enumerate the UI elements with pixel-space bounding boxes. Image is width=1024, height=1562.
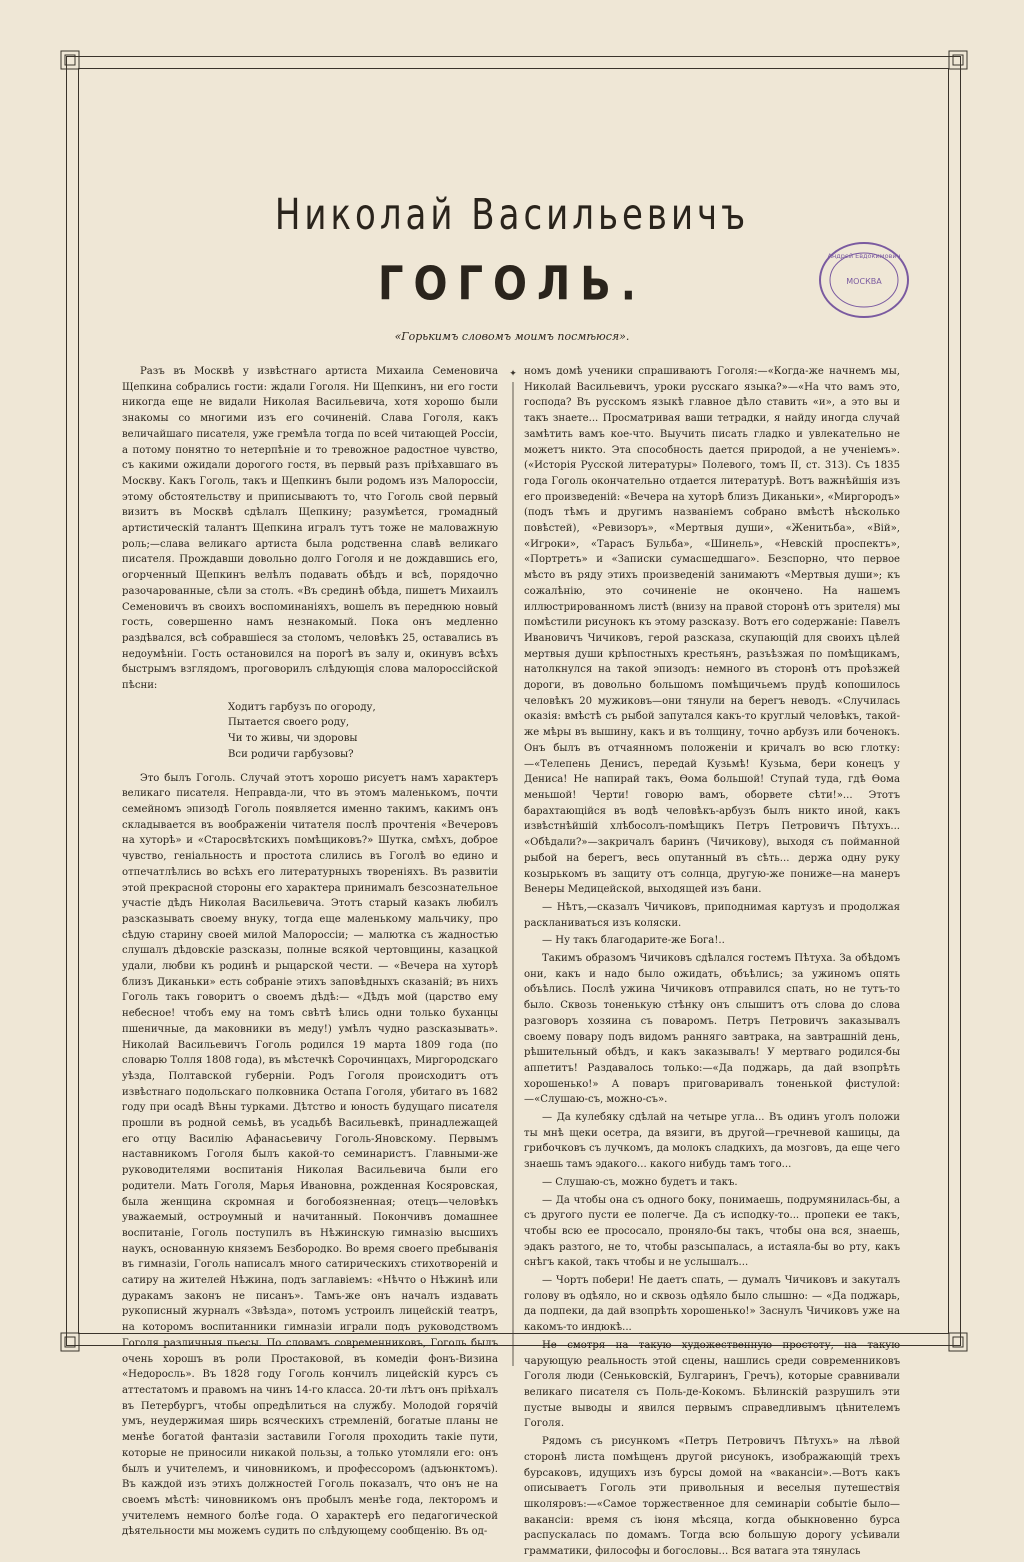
paragraph: — Нѣтъ,—сказалъ Чичиковъ, приподнимая картузъ и продолжая раскланиваться изъ коляски. bbox=[524, 901, 900, 929]
paragraph: — Да чтобы она съ одного боку, понимаешь, подрумянилась-бы, а съ другого пусти ее полегче. Да съ исподку-то... пропеки ее такъ, чтобы всю ее прососало, проняло-бы такъ, чтобы она вся, знаешь, эдакъ разтого, не то, чтобы разсыпалась, а истаяла-бы во рту, какъ снѣгъ какой, такъ чтобы и не услышалъ... bbox=[524, 1194, 900, 1269]
epigraph: «Горькимъ словомъ моимъ посмѣюся». bbox=[394, 330, 630, 343]
column-divider bbox=[510, 366, 516, 1366]
poem-line: Ходитъ гарбузъ по огороду, bbox=[228, 701, 376, 713]
paragraph: — Чортъ побери! Не даетъ спать, — думалъ Чичиковъ и закуталъ голову въ одѣяло, но и сквозь одѣяло было слышно: — «Да поджарь, да подпеки, да дай взопрѣть хорошенько!» Заснулъ Чичиковъ уже на какомъ-то индюкѣ... bbox=[524, 1275, 900, 1334]
svg-text:МОСКВА: МОСКВА bbox=[846, 277, 882, 286]
svg-text:✦: ✦ bbox=[509, 369, 517, 379]
paragraph: Такимъ образомъ Чичиковъ сдѣлался гостемъ Пѣтуха. За обѣдомъ они, какъ и надо было ожидать, объѣлись; за ужиномъ опять объѣлись. Послѣ ужина Чичиковъ отправился спать, но не тутъ-то было. Сквозь тоненькую стѣнку онъ слышитъ отъ слова до слова разговоръ хозяина съ поваромъ. Петръ Петровичъ заказывалъ своему повару подъ видомъ ранняго завтрака, на завтрашній день, рѣшительный обѣдъ, и какъ заказывалъ! У мертваго родился-бы аппетитъ! Раздавалось только:—«Да поджарь, да дай взопрѣть хорошенько!» А поваръ приговаривалъ тоненькой фистулой:—«Слушаю-съ, можно-съ». bbox=[524, 953, 900, 1106]
paragraph: — Слушаю-съ, можно будетъ и такъ. bbox=[542, 1176, 738, 1188]
corner-ornament bbox=[60, 1332, 80, 1352]
paragraph: Рядомъ съ рисункомъ «Петръ Петровичъ Пѣтухъ» на лѣвой сторонѣ листа помѣщенъ другой рисунокъ, изображающій трехъ бурсаковъ, идущихъ изъ бурсы домой на «вакансіи».—Вотъ какъ описываетъ Гоголь эти привольныя и веселыя путешествія школяровъ:—«Самое торжественное для семинаріи событіе было—вакансіи: время съ іюня мѣсяца, когда обыкновенно бурса распускалась по домамъ. Тогда всю большую дорогу усѣивали грамматики, философы и богословы... Вся ватага эта тянулась bbox=[524, 1436, 900, 1558]
paragraph: — Да кулебяку сдѣлай на четыре угла... Въ одинъ уголъ положи ты мнѣ щеки осетра, да вязиги, въ другой—гречневой кашицы, да грибочковъ съ лучкомъ, да молокъ сладкихъ, да мозговъ, да еще чего знаешь тамъ эдакого... какого нибудь тамъ того... bbox=[524, 1112, 900, 1171]
column-left bbox=[122, 364, 498, 1542]
corner-ornament bbox=[60, 50, 80, 70]
library-stamp bbox=[818, 240, 910, 320]
svg-text:Андрей Евдокимович: Андрей Евдокимович bbox=[827, 252, 901, 260]
title-name: Николай Васильевичъ bbox=[274, 190, 750, 240]
paragraph: Это былъ Гоголь. Случай этотъ хорошо рисуетъ намъ характеръ великаго писателя. Неправда-ли, что въ этомъ маленькомъ, почти семейномъ эпизодѣ Гоголь появляется именно такимъ, какимъ онъ складывается въ воображеніи читателя послѣ прочтенія «Вечеровъ на хуторѣ» и «Старосвѣтскихъ помѣщиковъ?» Шутка, смѣхъ, доброе чувство, геніальность и простота слились въ Гоголѣ во едино и отпечатлѣлись во всѣхъ его литературныхъ твореніяхъ. Въ развитіи этой прекрасной стороны его характера принималъ безсознательное участіе дѣдъ Николая Васильевича. Этотъ старый казакъ любилъ разсказывать своему внуку, тогда еще маленькому мальчику, про сѣдую старину своей милой Малороссіи; — малютка съ жадностью слушалъ дѣдовскіе разсказы, полные всякой чертовщины, казацкой удали, любви къ родинѣ и рыцарской чести. — «Вечера на хуторѣ близъ Диканьки» есть собраніе этихъ заповѣдныхъ сказаній; въ нихъ Гоголь такъ говоритъ о своемъ дѣдѣ:— «Дѣдъ мой (царство ему небесное! чтобъ ему на томъ свѣтѣ ѣлись одни только буханцы пшеничные, да маковники въ меду!) умѣлъ чудно разсказывать». Николай Васильевичъ Гоголь родился 19 марта 1809 года (по словарю Толля 1808 года), въ мѣстечкѣ Сорочинцахъ, Миргородскаго уѣзда, Полтавской губерніи. Родъ Гоголя происходитъ отъ извѣстнаго подольскаго полковника Остапа Гоголя, убитаго въ 1682 году при осадѣ Вѣны турками. Дѣтство и юность будущаго писателя прошли въ родной семьѣ, въ усадьбѣ Васильевкѣ, принадлежащей его отцу Василію Афанасьевичу Гоголь-Яновскому. Первымъ наставникомъ Гоголя былъ какой-то семинаристъ. Главными-же руководителями воспитанія Николая Васильевича были его родители. Мать Гоголя, Марья Ивановна, рожденная Косяровская, была женщина скромная и богобоязненная; отецъ—человѣкъ уважаемый, остроумный и начитанный. Покончивъ домашнее воспитаніе, Гоголь поступилъ въ Нѣжинскую гимназію высшихъ наукъ, основанную княземъ Безбородко. Во время своего пребыванія въ гимназіи, Гоголь написалъ много сатирическихъ стихотвореній и сатиру на жителей Нѣжина, подъ заглавіемъ: «Нѣчто о Нѣжинѣ или дуракамъ законъ не писанъ». Тамъ-же онъ началъ издавать рукописный журналъ «Звѣзда», потомъ устроилъ лицейскій театръ, на которомъ воспитанники гимназіи играли подъ руководствомъ Гоголя различныя пьесы. По словамъ современниковъ, Гоголь былъ очень хорошъ въ роли Простаковой, въ комедіи фонъ-Визина «Недоросль». Въ 1828 году Гоголь кончилъ лицейскій курсъ съ аттестатомъ и правомъ на чинъ 14-го класса. 20-ти лѣтъ онъ пріѣхалъ въ Петербургъ, чтобы опредѣлиться на службу. Молодой горячій умъ, неудержимая ширь всяческихъ стремленій, богатые планы не менѣе богатой фантазіи заставили Гоголя проходить такіе пути, которые не приносили никакой пользы, а только утомляли его: онъ былъ и учителемъ, и чиновникомъ, и профессоромъ (адъюнктомъ). Въ каждой изъ этихъ должностей Гоголь показалъ, что онъ не на своемъ мѣстѣ: чиновникомъ онъ пробылъ менѣе года, лекторомъ и учителемъ немного болѣе года. О характерѣ его педагогической дѣятельности мы можемъ судить по слѣдующему сообщенію. Въ од- bbox=[122, 772, 498, 1538]
paragraph: номъ домѣ ученики спрашиваютъ Гоголя:—«Когда-же начнемъ мы, Николай Васильевичъ, уроки русскаго языка?»—«На что вамъ это, господа? Въ русскомъ языкѣ главное дѣло ставить «и», а это вы и такъ знаете... Просматривая ваши тетрадки, я найду иногда случай замѣтить вамъ кое-что. Выучить писать гладко и увлекательно не можетъ никто. Эта способность дается природой, а не ученіемъ». («Исторія Русской литературы» Полевого, томъ II, ст. 313). Съ 1835 года Гоголь окончательно отдается литературѣ. Вотъ важнѣйшія изъ его произведеній: «Вечера на хуторѣ близъ Диканьки», «Миргородъ» (подъ тѣмъ и другимъ названіемъ собрано вмѣстѣ нѣсколько повѣстей), «Ревизоръ», «Мертвыя души», «Женитьба», «Вій», «Игроки», «Тарасъ Бульба», «Шинель», «Невскій проспектъ», «Портретъ» и «Записки сумасшедшаго». Безспорно, что первое мѣсто въ ряду этихъ произведеній занимаютъ «Мертвыя души»; къ сожалѣнію, это сочиненіе не окончено. На нашемъ иллюстрированномъ листѣ (внизу на правой сторонѣ отъ зрителя) мы помѣстили рисунокъ къ этому разсказу. Вотъ его содержаніе: Павелъ Ивановичъ Чичиковъ, герой разсказа, скупающій для своихъ цѣлей мертвыя души крѣпостныхъ крестьянъ, разъѣзжая по помѣщикамъ, натолкнулся на такой эпизодъ: немного въ сторонѣ отъ проѣзжей дороги, въ довольно большомъ помѣщичьемъ прудѣ копошилось человѣкъ 20 мужиковъ—они тянули на берегъ неводъ. «Случилась оказія: вмѣстѣ съ рыбой запутался какъ-то круглый человѣкъ, такой-же мѣры въ вышину, какъ и въ толщину, точно арбузъ или боченокъ. Онъ былъ въ отчаянномъ положеніи и кричалъ во всю глотку:—«Телепень Денисъ, передай Кузьмѣ! Кузьма, бери конецъ у Дениса! Не напирай такъ, Ѳома большой! Ступай туда, гдѣ Ѳома меньшой! Черти! говорю вамъ, оборвете сѣти!»... Этотъ барахтающійся въ водѣ человѣкъ-арбузъ былъ никто иной, какъ извѣстнѣйшій хлѣбосолъ-помѣщикъ Петръ Петровичъ Пѣтухъ... «Обѣдали?»—закричалъ баринъ (Чичикову), выходя съ пойманной рыбой на берегъ, весь опутанный въ сѣть... держа одну руку козырькомъ въ защиту отъ солнца, другую-же пониже—на манеръ Венеры Медицейской, выходящей изъ бани. bbox=[524, 366, 900, 896]
paragraph: — Ну такъ благодарите-же Бога!.. bbox=[542, 935, 725, 947]
title-surname: ГОГОЛЬ. bbox=[378, 258, 646, 311]
paragraph: Разъ въ Москвѣ у извѣстнаго артиста Михаила Семеновича Щепкина собрались гости: ждали Гоголя. Ни Щепкинъ, ни его гости никогда еще не видали Николая Васильевича, хотя хорошо были знакомы со многими изъ его сочиненій. Слава Гоголя, какъ величайшаго писателя, уже гремѣла тогда по всей читающей Россіи, а потому понятно то нетерпѣніе и то тревожное радостное чувство, съ какими ожидали дорогого гостя, въ первый разъ пріѣхавшаго въ Москву. Какъ Гоголь, такъ и Щепкинъ были родомъ изъ Малороссіи, этому обстоятельству и приписываютъ то, что Гоголь свой первый визитъ въ Москвѣ сдѣлалъ Щепкину; разумѣется, громадный артистическій талантъ Щепкина игралъ тутъ тоже не маловажную роль;—слава великаго артиста была родственна славѣ великаго писателя. Прождавши довольно долго Гоголя и не дождавшись его, огорченный Щепкинъ велѣлъ подавать обѣдъ и всѣ, порядочно разочарованные, сѣли за столъ. «Въ срединѣ обѣда, пишетъ Михаилъ Семеновичъ въ своихъ воспоминаніяхъ, вошелъ въ переднюю новый гость, совершенно намъ незнакомый. Пока онъ медленно раздѣвался, всѣ собравшіеся за столомъ, человѣкъ 25, оставались въ недоумѣніи. Гость остановился на порогѣ въ залу и, окинувъ всѣхъ быстрымъ взглядомъ, проговорилъ слѣдующія слова малороссійской пѣсни: bbox=[122, 366, 498, 692]
paragraph: Не смотря на такую художественную простоту, на такую чарующую реальность этой сцены, нашлись среди современниковъ Гоголя люди (Сеньковскій, Булгаринъ, Гречъ), которые сравнивали великаго писателя съ Поль-де-Кокомъ. Бѣлинскій разрушилъ эти пустые выводы и явился первымъ справедливымъ цѣнителемъ Гоголя. bbox=[524, 1339, 900, 1430]
corner-ornament bbox=[948, 1332, 968, 1352]
poem-line: Вси родичи гарбузовы? bbox=[228, 748, 354, 760]
corner-ornament bbox=[948, 50, 968, 70]
column-right bbox=[524, 364, 900, 1562]
poem-line: Пытается своего роду, bbox=[228, 717, 350, 729]
poem-line: Чи то живы, чи здоровы bbox=[228, 733, 358, 745]
poem bbox=[228, 700, 498, 763]
